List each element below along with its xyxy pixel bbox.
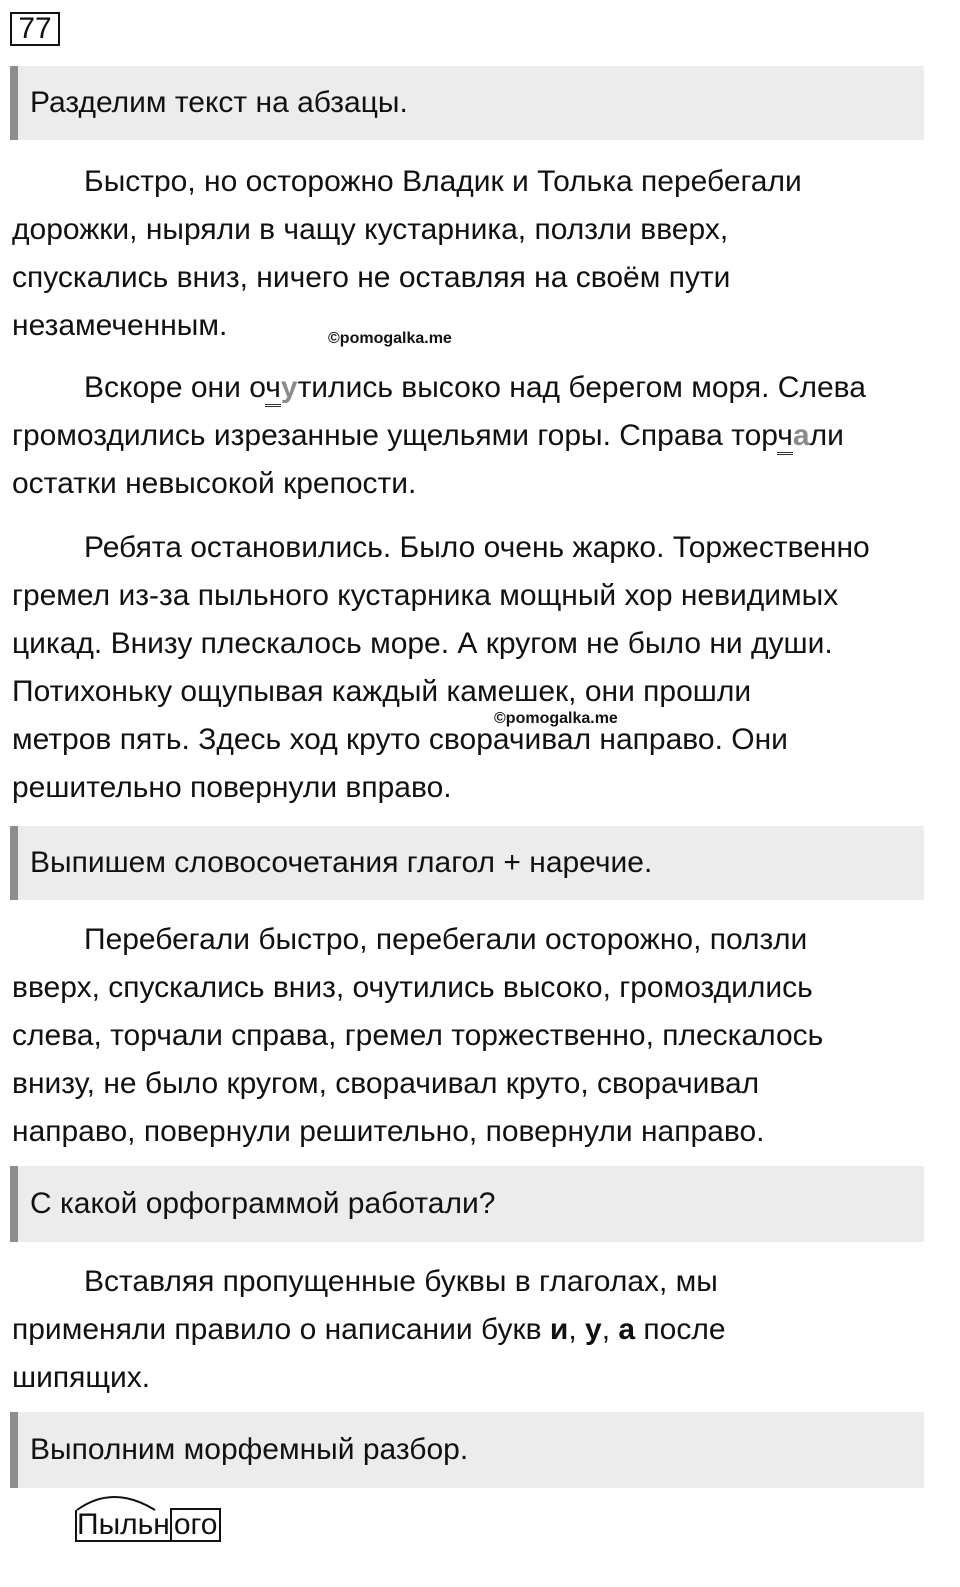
text-line: дорожки, ныряли в чащу кустарника, ползли вверх, bbox=[12, 213, 729, 246]
text-line: цикад. Внизу плескалось море. А кругом не было ни души. bbox=[12, 627, 833, 660]
morpheme-root: Пыльн bbox=[77, 1508, 170, 1541]
section-heading-paragraphs bbox=[10, 66, 924, 140]
text-line: громоздились изрезанные ущельями горы. Справа торчали bbox=[12, 412, 942, 460]
section-heading-orthogram bbox=[10, 1166, 924, 1242]
paragraph-5 bbox=[12, 1258, 942, 1402]
text-line: вверх, спускались вниз, очутились высоко, громоздились bbox=[12, 971, 813, 1004]
text-line: незамеченным. bbox=[12, 309, 228, 342]
text-line: применяли правило о написании букв и, у, а после bbox=[12, 1313, 726, 1346]
text-line: Перебегали быстро, перебегали осторожно, ползли bbox=[84, 923, 808, 956]
bold-letter: а bbox=[618, 1313, 636, 1346]
inserted-letter: у bbox=[280, 371, 298, 404]
watermark: ©pomogalka.me bbox=[494, 710, 618, 727]
orthogram-letter: ч bbox=[265, 371, 281, 407]
morpheme-word bbox=[75, 1510, 170, 1542]
text-line: Вставляя пропущенные буквы в глаголах, мы bbox=[84, 1265, 718, 1298]
heading-text: Выпишем словосочетания глагол + наречие. bbox=[30, 846, 653, 879]
text-line: Вскоре они очутились высоко над берегом моря. Слева bbox=[12, 364, 942, 412]
watermark: ©pomogalka.me bbox=[328, 330, 452, 347]
section-heading-morpheme bbox=[10, 1412, 924, 1488]
text-line: Ребята остановились. Было очень жарко. Торжественно bbox=[84, 531, 870, 564]
text-line: направо, повернули решительно, повернули направо. bbox=[12, 1115, 765, 1148]
heading-text: Выполним морфемный разбор. bbox=[30, 1433, 469, 1466]
text-line: остатки невысокой крепости. bbox=[12, 467, 417, 500]
text-line: внизу, не было кругом, сворачивал круто, сворачивал bbox=[12, 1067, 760, 1100]
root-arc-icon bbox=[73, 1490, 183, 1512]
paragraph-2 bbox=[12, 364, 942, 508]
morpheme-analysis bbox=[75, 1508, 221, 1542]
text-line: гремел из-за пыльного кустарника мощный хор невидимых bbox=[12, 579, 839, 612]
text-line: слева, торчали справа, гремел торжественно, плескалось bbox=[12, 1019, 824, 1052]
paragraph-1 bbox=[12, 158, 942, 350]
morpheme-ending: ого bbox=[170, 1508, 222, 1542]
section-heading-collocations bbox=[10, 826, 924, 900]
bold-letter: у bbox=[585, 1313, 602, 1346]
text-line: шипящих. bbox=[12, 1361, 151, 1394]
text-line: решительно повернули вправо. bbox=[12, 771, 452, 804]
paragraph-4 bbox=[12, 916, 942, 1156]
text-line: Потихоньку ощупывая каждый камешек, они прошли bbox=[12, 675, 752, 708]
orthogram-letter: ч bbox=[777, 419, 793, 455]
bold-letter: и bbox=[549, 1313, 569, 1346]
inserted-letter: а bbox=[792, 419, 810, 452]
text-line: спускались вниз, ничего не оставляя на своём пути bbox=[12, 261, 731, 294]
paragraph-3 bbox=[12, 524, 942, 812]
text-line: Быстро, но осторожно Владик и Толька перебегали bbox=[84, 165, 802, 198]
text-line: метров пять. Здесь ход круто сворачивал направо. Они bbox=[12, 723, 788, 756]
exercise-number: 77 bbox=[10, 12, 60, 46]
heading-text: С какой орфограммой работали? bbox=[30, 1187, 496, 1220]
heading-text: Разделим текст на абзацы. bbox=[30, 86, 408, 119]
